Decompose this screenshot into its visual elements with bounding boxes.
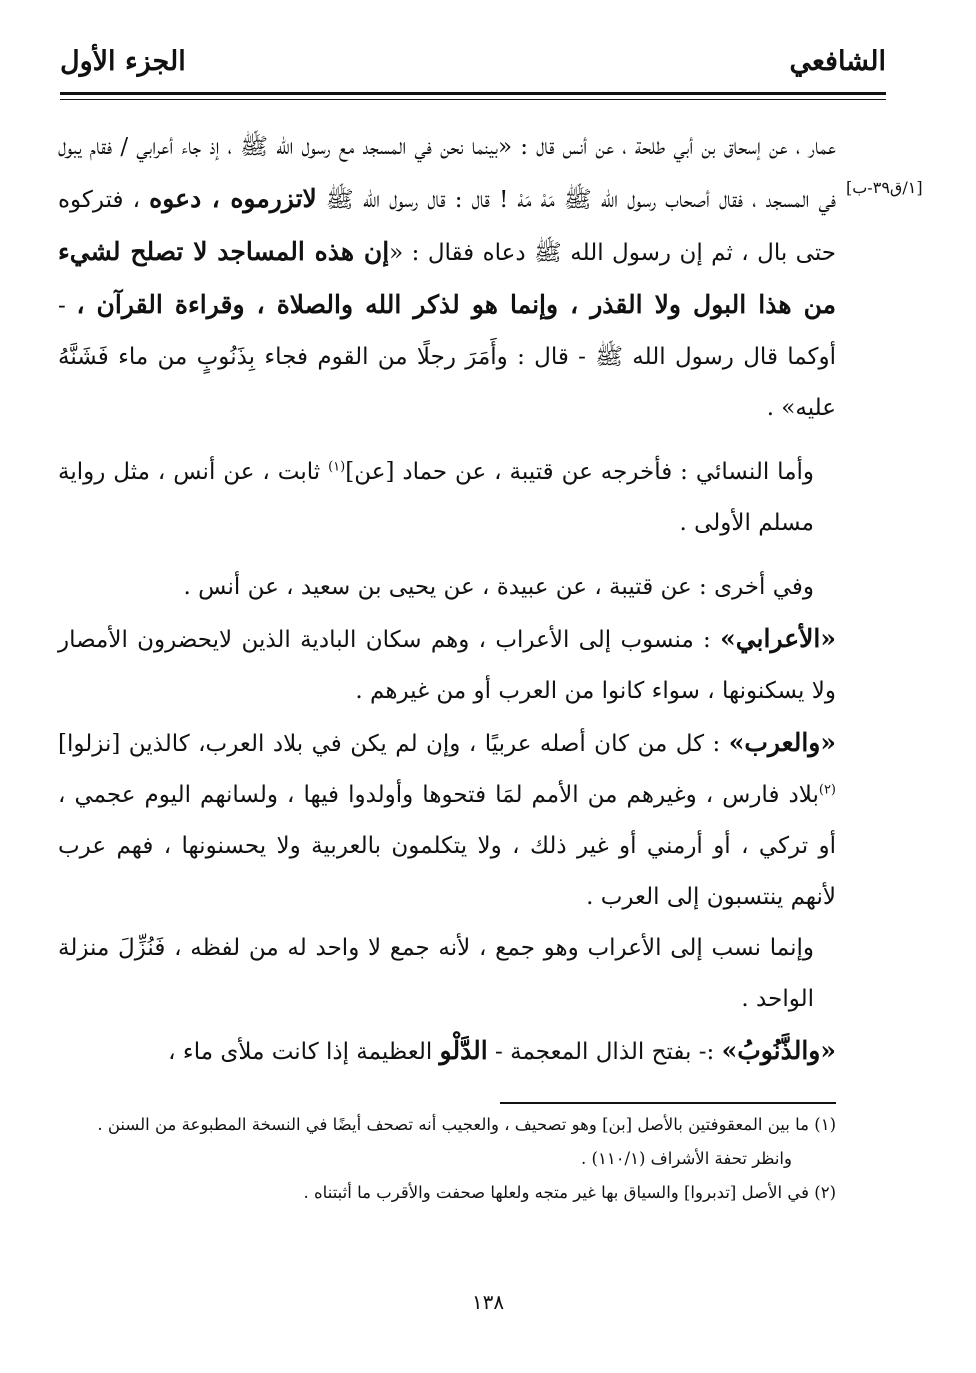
nasai-text-2: ثابت ، عن أنس ، مثل رواية مسلم الأولى . (58, 459, 814, 536)
paragraph-nasai (58, 447, 836, 549)
header-rule-thin (60, 99, 886, 100)
main-text (58, 122, 836, 1078)
arab-definition-1: : كل من كان أصله عربيًا ، وإن لم يكن في بلاد العرب، كالذين [نزلوا] (58, 731, 729, 757)
term-dhanub: «والذَّنُوبُ» (721, 1036, 836, 1065)
page-header (60, 46, 886, 96)
footnote-ref-2[interactable]: (٢) (818, 782, 836, 798)
paragraph-hadith (58, 122, 836, 434)
arabi-definition: : منسوب إلى الأعراب ، وهم سكان البادية الذين لايحضرون الأمصار ولا يسكنونها ، سواء كانوا من العرب أو من غيرهم . (58, 627, 836, 704)
header-rule-thick (60, 92, 886, 95)
paragraph-dhanub (58, 1025, 836, 1078)
paragraph-arab (58, 717, 836, 923)
term-arab: «والعرب» (728, 728, 836, 757)
volume-title: الجزء الأول (60, 46, 186, 77)
dhanub-text-1: :- بفتح الذال المعجمة - (487, 1039, 722, 1065)
footnote-ref-1[interactable]: (١) (328, 459, 346, 475)
nisba-text: وإنما نسب إلى الأعراب وهو جمع ، لأنه جمع لا واحد له من لفظه ، فَنُزِّلَ منزلة الواحد . (58, 935, 814, 1012)
nasai-text-1: وأما النسائي : فأخرجه عن قتيبة ، عن حماد [عن] (345, 459, 815, 485)
arab-definition-2: بلاد فارس ، وغيرهم من الأمم لمَا فتحوها وأولدوا فيها ، ولسانهم اليوم عجمي ، أو تركي ، أو أرمني أو غير ذلك ، ولا يتكلمون بالعربية ولا يحسنونها ، فهم عرب لأنهم ينتسبون إلى العرب . (58, 782, 836, 910)
footnote-separator (500, 1102, 836, 1104)
term-arabi: «الأعرابي» (720, 624, 836, 653)
book-title: الشافعي (789, 46, 886, 77)
other-chain-text: وفي أخرى : عن قتيبة ، عن عبيدة ، عن يحيى بن سعيد ، عن أنس . (183, 574, 814, 600)
footnote-1: (١) ما بين المعقوفتين بالأصل [بن] وهو تصحيف ، والعجيب أنه تصحف أيضًا في النسخة المطبوعة من السنن . (97, 1115, 836, 1134)
footnote-2: (٢) في الأصل [تدبروا] والسياق بها غير متجه ولعلها صحفت والأقرب ما أثبتناه . (303, 1183, 836, 1202)
paragraph-other-chain (58, 562, 836, 613)
hadith-text-3: - أوكما قال رسول الله ﷺ - قال : وأَمَرَ رجلًا من القوم فجاء بِذَنُوبٍ من ماء فَشَنَّهُ عليه» . (58, 293, 836, 421)
dhanub-text-2: العظيمة إذا كانت ملأى ماء ، (168, 1039, 440, 1065)
hadith-text-1: عمار ، عن إسحاق بن أبي طلحة ، عن أنس قال : «بينما نحن في المسجد مع رسول الله ﷺ ، إذ جاء أعرابي / فقام يبول في المسجد ، فقال أصحاب رسول الله ﷺ مَهْ مَهْ ! قال : قال رسول الله ﷺ (58, 134, 836, 213)
page-number: ١٣٨ (471, 1290, 505, 1314)
hadith-bold-1: لاتزرموه ، دعوه (149, 184, 317, 213)
paragraph-nisba (58, 923, 836, 1025)
paragraph-arabi (58, 613, 836, 717)
hadith-bold-2: إن هذه المساجد لا تصلح لشيء من هذا البول ولا القذر ، وإنما هو لذكر الله والصلاة ، وقراءة القرآن ، (58, 237, 836, 319)
footnotes (60, 1108, 836, 1210)
manuscript-folio-note: [١/ق٣٩-ب] (846, 178, 923, 197)
hadith-text-2: ، فتركوه حتى بال ، ثم إن رسول الله ﷺ دعاه فقال : « (58, 187, 837, 266)
footnote-1-continuation: وانظر تحفة الأشراف (١١٠/١) . (581, 1149, 792, 1168)
dhanub-bold: الدَّلْو (439, 1036, 488, 1065)
